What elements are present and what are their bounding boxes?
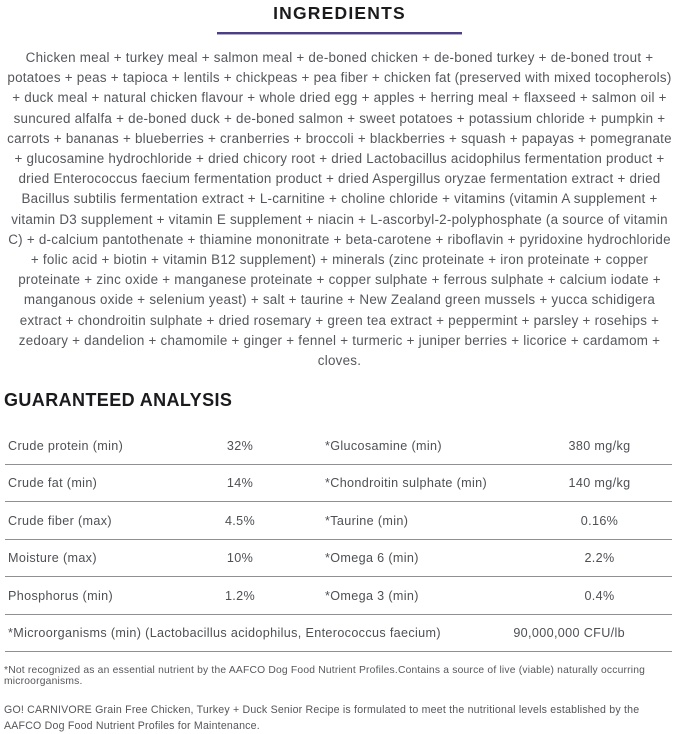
- nutrient-label: *Microorganisms (min) (Lactobacillus acidophilus, Enterococcus faecium): [8, 626, 441, 640]
- table-row: [5, 427, 672, 465]
- nutrient-value: 14%: [226, 476, 254, 490]
- guaranteed-analysis-title: GUARANTEED ANALYSIS: [4, 390, 233, 411]
- table-row: [5, 465, 672, 503]
- title-underline-rule: [217, 32, 462, 35]
- nutrient-value: 140 mg/kg: [568, 476, 631, 490]
- nutrient-value: 380 mg/kg: [568, 438, 631, 453]
- table-row-microorganisms: [5, 615, 672, 653]
- nutrient-label: Crude fat (min): [8, 476, 98, 490]
- nutrient-label: Crude protein (min): [8, 438, 124, 453]
- footnote-formulation-statement: GO! CARNIVORE Grain Free Chicken, Turkey + Duck Senior Recipe is formulated to meet the nutritional levels established by the AAFCO Dog Food Nutrient Profiles for Maintenance.: [4, 704, 640, 732]
- nutrient-value: 10%: [226, 551, 254, 565]
- nutrient-label: *Taurine (min): [325, 513, 409, 528]
- nutrient-value: 1.2%: [224, 588, 256, 603]
- table-row: [5, 577, 672, 615]
- nutrient-label: *Chondroitin sulphate (min): [325, 476, 488, 490]
- footnote-aafco-asterisk: *Not recognized as an essential nutrient by the AAFCO Dog Food Nutrient Profiles.Contains a source of live (viable) naturally occurring microorganisms.: [4, 665, 646, 688]
- nutrient-label: *Glucosamine (min): [325, 438, 442, 453]
- nutrient-value: 90,000,000 CFU/lb: [513, 626, 625, 640]
- nutrient-value: 2.2%: [584, 551, 615, 565]
- nutrient-value: 0.4%: [584, 588, 615, 603]
- table-row: [5, 540, 672, 578]
- nutrient-label: Moisture (max): [8, 551, 97, 565]
- table-row: [5, 502, 672, 540]
- nutrient-value: 32%: [226, 438, 254, 453]
- guaranteed-analysis-table: [5, 427, 672, 652]
- nutrient-label: *Omega 3 (min): [325, 588, 419, 603]
- ingredients-title: INGREDIENTS: [273, 3, 406, 23]
- nutrient-label: Phosphorus (min): [8, 588, 113, 603]
- ingredients-paragraph: Chicken meal + turkey meal + salmon meal + de-boned chicken + de-boned turkey + de-boned trout + potatoes + peas + tapioca + lentils + chickpeas + pea fiber + chicken fat (preserved with mixed tocopherols) + duck meal + natural chicken flavour + whole dried egg + apples + herring meal + flaxseed + salmon oil + suncured alfalfa + de-boned duck + de-boned salmon + sweet potatoes + potassium chloride + pumpkin + carrots + bananas + blueberries + cranberries + broccoli + blackberries + squash + papayas + pomegranate + glucosamine hydrochloride + dried chicory root + dried Lactobacillus acidophilus fermentation product + dried Enterococcus faecium fermentation product + dried Aspergillus oryzae fermentation extract + dried Bacillus subtilis fermentation extract + L-carnitine + choline chloride + vitamins (vitamin A supplement + vitamin D3 supplement + vitamin E supplement + niacin + L-ascorbyl-2-polyphosphate (a source of vitamin C) + d-calcium pantothenate + thiamine mononitrate + beta-carotene + riboflavin + pyridoxine hydrochloride + folic acid + biotin + vitamin B12 supplement) + minerals (zinc proteinate + iron proteinate + copper proteinate + zinc oxide + manganese proteinate + copper sulphate + ferrous sulphate + calcium iodate + manganous oxide + selenium yeast) + salt + taurine + New Zealand green mussels + yucca schidigera extract + chondroitin sulphate + dried rosemary + green tea extract + peppermint + parsley + rosehips + zedoary + dandelion + chamomile + ginger + fennel + turmeric + juniper berries + licorice + cardamom + cloves.: [7, 50, 672, 369]
- nutrient-value: 0.16%: [580, 513, 619, 528]
- nutrient-value: 4.5%: [224, 513, 256, 528]
- nutrient-label: *Omega 6 (min): [325, 551, 419, 565]
- nutrient-label: Crude fiber (max): [8, 513, 112, 528]
